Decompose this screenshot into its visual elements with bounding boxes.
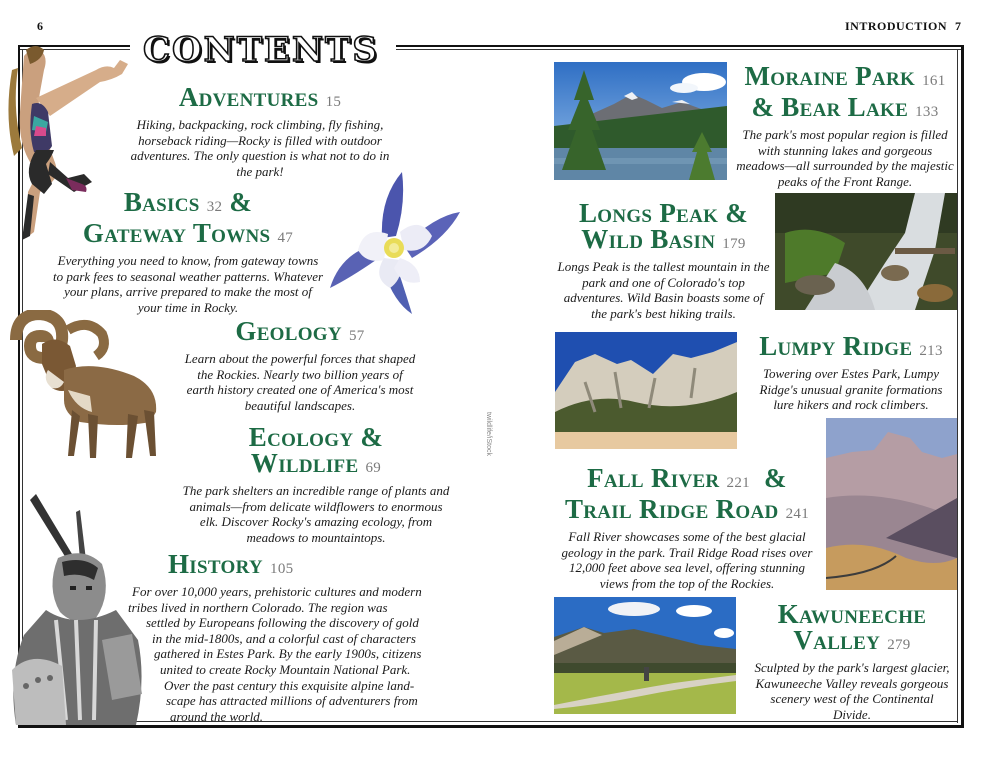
page-number[interactable]: 32	[206, 199, 223, 215]
section-basics-gateway-towns[interactable]	[52, 189, 324, 315]
ampersand: &	[764, 463, 787, 493]
longs-peak-trail-ridge-photo	[826, 418, 957, 590]
page-number[interactable]: 133	[915, 104, 939, 120]
page-number[interactable]: 15	[325, 94, 342, 110]
section-heading[interactable]: Fall River	[587, 463, 720, 493]
section-geology[interactable]	[182, 318, 418, 413]
page-number[interactable]: 213	[919, 343, 943, 359]
section-description: Learn about the powerful forces that shaped the Rockies. Nearly two billion years of earth history created one of America's most beautiful landscapes.	[184, 351, 416, 413]
contents-title: CONTENTS	[143, 30, 379, 70]
ampersand: &	[229, 187, 253, 217]
section-longs-peak-wild-basin[interactable]	[556, 200, 771, 321]
section-heading[interactable]: Kawuneeche	[777, 599, 927, 629]
page-number[interactable]: 47	[277, 230, 294, 246]
section-description: Fall River showcases some of the best glacial geology in the park. Trail Ridge Road rises over 12,000 feet above sea level, offering stunning views from the top of the Rockies.	[561, 529, 813, 591]
section-heading[interactable]: Wild Basin	[581, 224, 716, 254]
kawuneeche-valley-photo	[554, 597, 736, 714]
section-heading[interactable]: & Bear Lake	[751, 92, 909, 122]
page-number[interactable]: 57	[348, 328, 365, 344]
section-heading[interactable]: Wildlife	[250, 448, 359, 478]
page-number[interactable]: 221	[726, 475, 750, 491]
section-heading[interactable]: Longs Peak &	[578, 198, 749, 228]
page-number[interactable]: 179	[722, 236, 746, 252]
section-moraine-park-bear-lake[interactable]	[734, 63, 956, 189]
section-description: The park's most popular region is filled with stunning lakes and gorgeous meadows—all surrounded by the majestic peaks of the Front Range.	[736, 127, 954, 189]
section-description: Towering over Estes Park, Lumpy Ridge's unusual granite formations lure hikers and rock climbers.	[759, 366, 943, 413]
wild-basin-waterfall-photo	[775, 193, 957, 310]
columbine-flower-image	[330, 168, 465, 316]
section-adventures[interactable]	[125, 84, 395, 179]
bear-lake-photo	[554, 62, 727, 180]
section-heading[interactable]: Lumpy Ridge	[759, 331, 913, 361]
section-description: The park shelters an incredible range of plants and animals—from delicate wildflowers to enormous elk. Discover Rocky's amazing ecology, from meadows to mountaintops.	[182, 483, 450, 545]
page-number[interactable]: 279	[887, 637, 911, 653]
lumpy-ridge-photo	[555, 332, 737, 449]
photo-credit: twildlife/iStock	[485, 412, 492, 456]
bighorn-sheep-image	[8, 310, 178, 465]
section-heading[interactable]: Basics	[123, 187, 200, 217]
page-number[interactable]: 241	[785, 506, 810, 522]
section-heading[interactable]: History	[168, 549, 263, 579]
running-head: INTRODUCTION	[845, 19, 948, 33]
section-heading[interactable]: Adventures	[178, 82, 319, 112]
section-description: Longs Peak is the tallest mountain in the park and one of Colorado's top adventures. Wild Basin boasts some of the park's best hiking trails.	[557, 259, 770, 321]
section-fall-river-trail-ridge-road[interactable]	[556, 465, 818, 591]
section-heading[interactable]: Valley	[793, 625, 881, 655]
section-history[interactable]	[128, 551, 458, 724]
section-kawuneeche-valley[interactable]	[750, 601, 954, 722]
section-heading[interactable]: Geology	[235, 316, 342, 346]
page-number[interactable]: 105	[270, 561, 294, 577]
right-page-number: 7	[955, 19, 961, 33]
section-heading[interactable]: Moraine Park	[744, 61, 916, 91]
section-heading[interactable]: Gateway Towns	[82, 218, 271, 248]
section-description: Hiking, backpacking, rock climbing, fly fishing, horseback riding—Rocky is filled with outdoor adventures. The only question is what not to do in the park!	[130, 117, 390, 179]
section-description: Sculpted by the park's largest glacier, Kawuneeche Valley reveals gorgeous scenery west of the Continental Divide.	[754, 660, 950, 722]
section-description: Everything you need to know, from gateway towns to park fees to seasonal weather patterns. Whatever your plans, arrive prepared to make the most of your time in Rocky.	[52, 253, 324, 315]
section-heading[interactable]: Ecology &	[248, 422, 384, 452]
page-number[interactable]: 69	[365, 460, 382, 476]
section-heading[interactable]: Trail Ridge Road	[564, 494, 779, 524]
left-page-number: 6	[37, 19, 43, 33]
page-number[interactable]: 161	[922, 73, 946, 89]
section-lumpy-ridge[interactable]	[748, 333, 954, 413]
section-ecology-wildlife[interactable]	[182, 424, 450, 545]
section-description: For over 10,000 years, prehistoric cultures and modern tribes lived in northern Colorado. The region was settled by Europeans following the discovery of gold in the mid-1800s, and a colorful cast of characters gathered in Estes Park. By the early 1900s, citizens united to create Rocky Mountain National Park. Over the past century this exquisite alpine land- scape has attracted millions of adventurers from around the world.	[128, 584, 422, 724]
